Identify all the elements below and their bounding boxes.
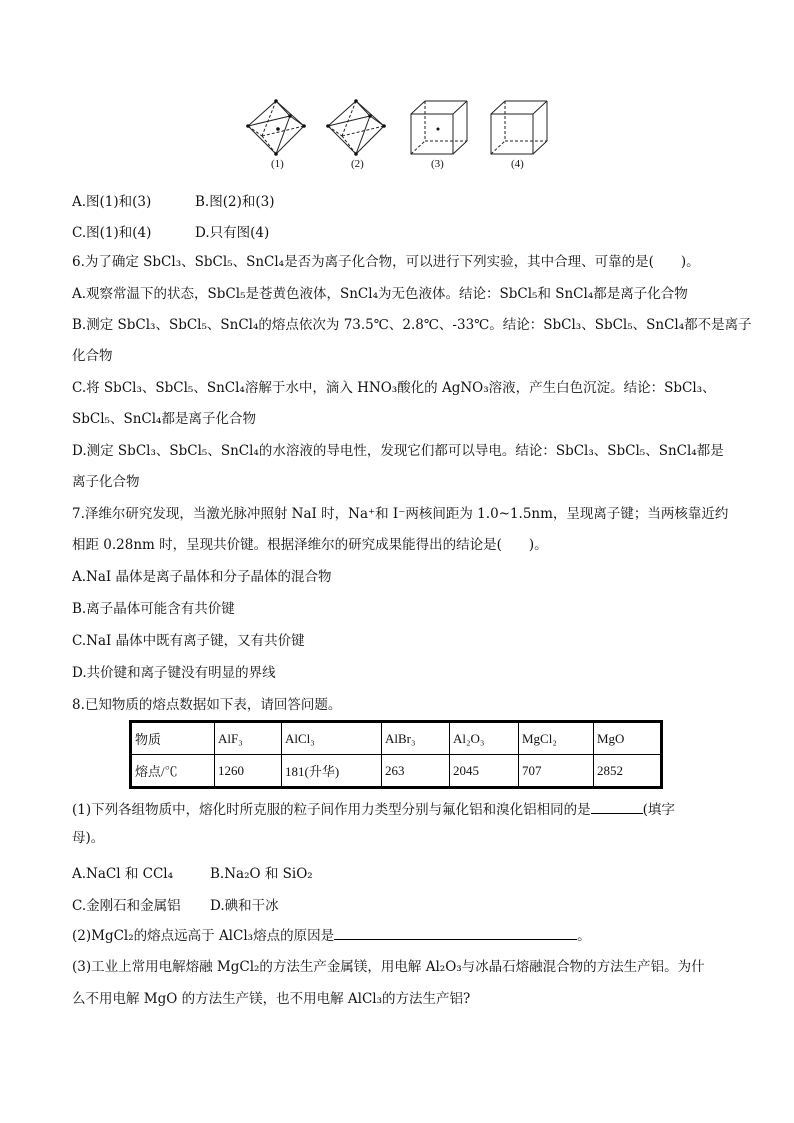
answer-blank-1[interactable] — [591, 813, 643, 814]
q5-option-a: A.图(1)和(3) — [72, 194, 152, 210]
table-cell: Al₂O₃ — [450, 722, 519, 755]
table-cell: 181(升华) — [282, 755, 382, 788]
q7-stem-line1: 7.泽维尔研究发现，当激光脉冲照射 NaI 时，Na⁺和 I⁻两核间距为 1.0~1.5nm，呈现离子键；当两核靠近约 — [72, 506, 729, 522]
q8-part3-line2: 么不用电解 MgO 的方法生产镁，也不用电解 AlCl₃的方法生产铝? — [72, 991, 471, 1007]
q8-part1-option-b: B.Na₂O 和 SiO₂ — [210, 866, 313, 882]
q8-part1-option-a: A.NaCl 和 CCl₄ — [72, 866, 174, 882]
crystal-diagrams — [238, 96, 568, 158]
figure-caption-1: (1) — [271, 158, 284, 170]
q7-option-c: C.NaI 晶体中既有离子键，又有共价键 — [72, 633, 305, 649]
q8-part1-option-d: D.碘和干冰 — [210, 898, 279, 914]
q8-part2-text: (2)MgCl₂的熔点远高于 AlCl₃熔点的原因是 — [72, 928, 335, 944]
table-cell: MgO — [594, 722, 662, 755]
crystal-figures — [238, 96, 568, 180]
table-cell: 707 — [519, 755, 594, 788]
q5-option-c: C.图(1)和(4) — [72, 225, 152, 241]
q5-option-b: B.图(2)和(3) — [195, 194, 275, 210]
cube-figure-3 — [411, 101, 467, 154]
octahedron-figure-1 — [248, 101, 304, 154]
q8-part1-option-c: C.金刚石和金属铝 — [72, 898, 181, 914]
q6-option-d-line1: D.测定 SbCl₃、SbCl₅、SnCl₄的水溶液的导电性，发现它们都可以导电。结论：SbCl₃、SbCl₅、SnCl₄都是 — [72, 443, 724, 459]
table-cell: 2045 — [450, 755, 519, 788]
q5-option-d: D.只有图(4) — [195, 225, 270, 241]
figure-caption-2: (2) — [351, 158, 364, 170]
q6-stem: 6.为了确定 SbCl₃、SbCl₅、SnCl₄是否为离子化合物，可以进行下列实验，其中合理、可靠的是( )。 — [72, 254, 700, 270]
table-cell: 2852 — [594, 755, 662, 788]
melting-point-table — [129, 720, 663, 789]
q8-stem: 8.已知物质的熔点数据如下表，请回答问题。 — [72, 697, 342, 713]
figure-caption-3: (3) — [431, 158, 444, 170]
q8-part1-text: (1)下列各组物质中，熔化时所克服的粒子间作用力类型分别与氟化铝和溴化铝相同的是 — [72, 802, 591, 818]
q6-option-b-line2: 化合物 — [72, 348, 113, 364]
q7-option-a: A.NaI 晶体是离子晶体和分子晶体的混合物 — [72, 569, 332, 585]
q8-part2-end: 。 — [577, 928, 591, 944]
table-cell: MgCl₂ — [519, 722, 594, 755]
octahedron-figure-2 — [328, 101, 384, 154]
q6-option-c-line1: C.将 SbCl₃、SbCl₅、SnCl₄溶解于水中，滴入 HNO₃酸化的 AgNO₃溶液，产生白色沉淀。结论：SbCl₃、 — [72, 380, 716, 396]
q6-option-b-line1: B.测定 SbCl₃、SbCl₅、SnCl₄的熔点依次为 73.5℃、2.8℃、-33℃。结论：SbCl₃、SbCl₅、SnCl₄都不是离子 — [72, 317, 752, 333]
q8-part3-line1: (3)工业上常用电解熔融 MgCl₂的方法生产金属镁，用电解 Al₂O₃与冰晶石熔融混合物的方法生产铝。为什 — [72, 959, 705, 975]
table-cell: AlCl₃ — [282, 722, 382, 755]
q8-part2 — [72, 927, 591, 945]
q6-option-d-line2: 离子化合物 — [72, 474, 140, 490]
table-row — [131, 722, 662, 755]
q7-option-b: B.离子晶体可能含有共价键 — [72, 601, 235, 617]
cube-figure-4 — [491, 101, 547, 154]
table-cell: 熔点/℃ — [131, 755, 215, 788]
q7-stem-line2: 相距 0.28nm 时，呈现共价键。根据泽维尔的研究成果能得出的结论是( )。 — [72, 537, 548, 553]
table-row — [131, 755, 662, 788]
table-cell: 1260 — [215, 755, 282, 788]
table-cell: AlBr₃ — [382, 722, 450, 755]
q6-option-a: A.观察常温下的状态，SbCl₅是苍黄色液体，SnCl₄为无色液体。结论：SbCl₅和 SnCl₄都是离子化合物 — [72, 286, 688, 302]
q7-option-d: D.共价键和离子键没有明显的界线 — [72, 665, 276, 681]
table-cell: AlF₃ — [215, 722, 282, 755]
figure-caption-4: (4) — [511, 158, 524, 170]
q8-part1-tail: (填字 — [642, 802, 675, 818]
answer-blank-2[interactable] — [334, 939, 577, 940]
q6-option-c-line2: SbCl₅、SnCl₄都是离子化合物 — [72, 411, 256, 427]
table-cell: 物质 — [131, 722, 215, 755]
table-cell: 263 — [382, 755, 450, 788]
q8-part1-line1 — [72, 801, 675, 819]
q8-part1-line2: 母)。 — [72, 830, 105, 846]
